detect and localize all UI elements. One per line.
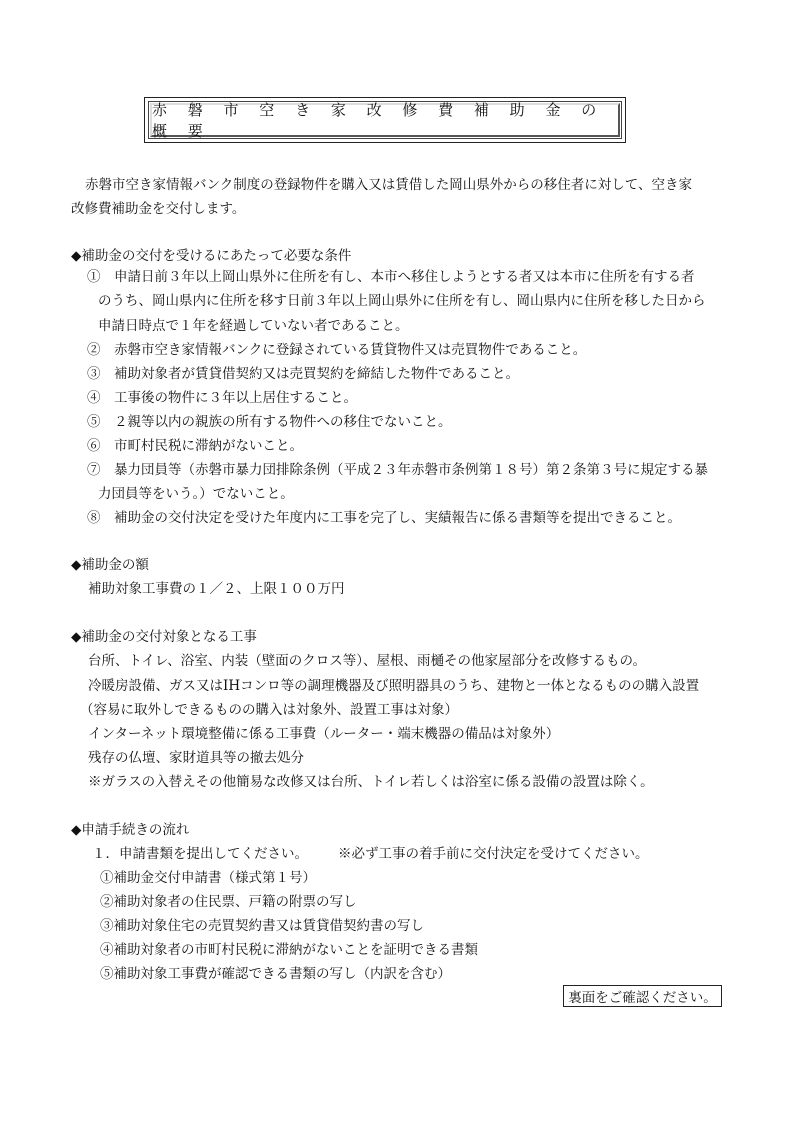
works-line-3: （容易に取外しできるものの購入は対象外、設置工事は対象） [80, 702, 458, 718]
works-line-4: インターネット環境整備に係る工事費（ルーター・端末機器の備品は対象外） [88, 726, 560, 742]
condition-7-line-1: ⑦ 暴力団員等（赤磐市暴力団排除条例（平成２３年赤磐市条例第１８号）第２条第３号に規定する暴 [87, 462, 708, 478]
flow-step-1-note: ※必ず工事の着手前に交付決定を受けてください。 [338, 846, 649, 862]
title-inner-frame [150, 101, 620, 140]
intro-line-2: 改修費補助金を交付します。 [71, 201, 246, 217]
condition-6: ⑥ 市町村民税に滞納がないこと。 [87, 438, 303, 454]
flow-document-4: ④補助対象者の市町村民税に滞納がないことを証明できる書類 [100, 942, 478, 958]
works-heading: ◆補助金の交付対象となる工事 [71, 629, 257, 645]
title-box [144, 97, 626, 143]
works-line-1: 台所、トイレ、浴室、内装（壁面のクロス等）、屋根、雨樋その他家屋部分を改修するもの。 [88, 653, 646, 669]
flow-document-5: ⑤補助対象工事費が確認できる書類の写し（内訳を含む） [100, 966, 451, 982]
intro-line-1: 赤磐市空き家情報バンク制度の登録物件を購入又は賃借した岡山県外からの移住者に対して、空き家 [85, 177, 692, 193]
flow-document-3: ③補助対象住宅の売買契約書又は賃貸借契約書の写し [100, 918, 424, 934]
works-line-6: ※ガラスの入替えその他簡易な改修又は台所、トイレ若しくは浴室に係る設備の設置は除く。 [88, 774, 654, 790]
works-line-2: 冷暖房設備、ガス又はIHコンロ等の調理機器及び照明器具のうち、建物と一体となるものの購入設置 [88, 678, 700, 694]
condition-3: ③ 補助対象者が賃貸借契約又は売買契約を締結した物件であること。 [87, 366, 519, 382]
flow-document-1: ①補助金交付申請書（様式第１号） [100, 870, 316, 886]
flow-document-2: ②補助対象者の住民票、戸籍の附票の写し [100, 894, 357, 910]
back-side-note: 裏面をご確認ください。 [563, 985, 722, 1007]
condition-5: ⑤ ２親等以内の親族の所有する物件への移住でないこと。 [87, 414, 452, 430]
condition-1-line-3: 申請日時点で１年を経過していない者であること。 [98, 318, 409, 334]
condition-8: ⑧ 補助金の交付決定を受けた年度内に工事を完了し、実績報告に係る書類等を提出できること。 [87, 510, 681, 526]
works-line-5: 残存の仏壇、家財道具等の撤去処分 [88, 750, 304, 766]
conditions-heading: ◆補助金の交付を受けるにあたって必要な条件 [71, 248, 352, 264]
condition-4: ④ 工事後の物件に３年以上居住すること。 [87, 390, 357, 406]
condition-7-line-2: 力団員等をいう。）でないこと。 [98, 486, 294, 502]
condition-1-line-2: のうち、岡山県内に住所を移す日前３年以上岡山県外に住所を有し、岡山県内に住所を移した日から [98, 293, 706, 309]
flow-step-1: １．申請書類を提出してください。 [92, 846, 308, 862]
condition-2: ② 赤磐市空き家情報バンクに登録されている賃貸物件又は売買物件であること。 [87, 342, 587, 358]
flow-heading: ◆申請手続きの流れ [71, 822, 190, 838]
page-title: 赤 磐 市 空 き 家 改 修 費 補 助 金 の 概 要 [152, 101, 605, 140]
condition-1-line-1: ① 申請日前３年以上岡山県外に住所を有し、本市へ移住しようとする者又は本市に住所を有する者 [87, 269, 695, 285]
amount-text: 補助対象工事費の１／２、上限１００万円 [88, 581, 345, 597]
amount-heading: ◆補助金の額 [71, 557, 149, 573]
